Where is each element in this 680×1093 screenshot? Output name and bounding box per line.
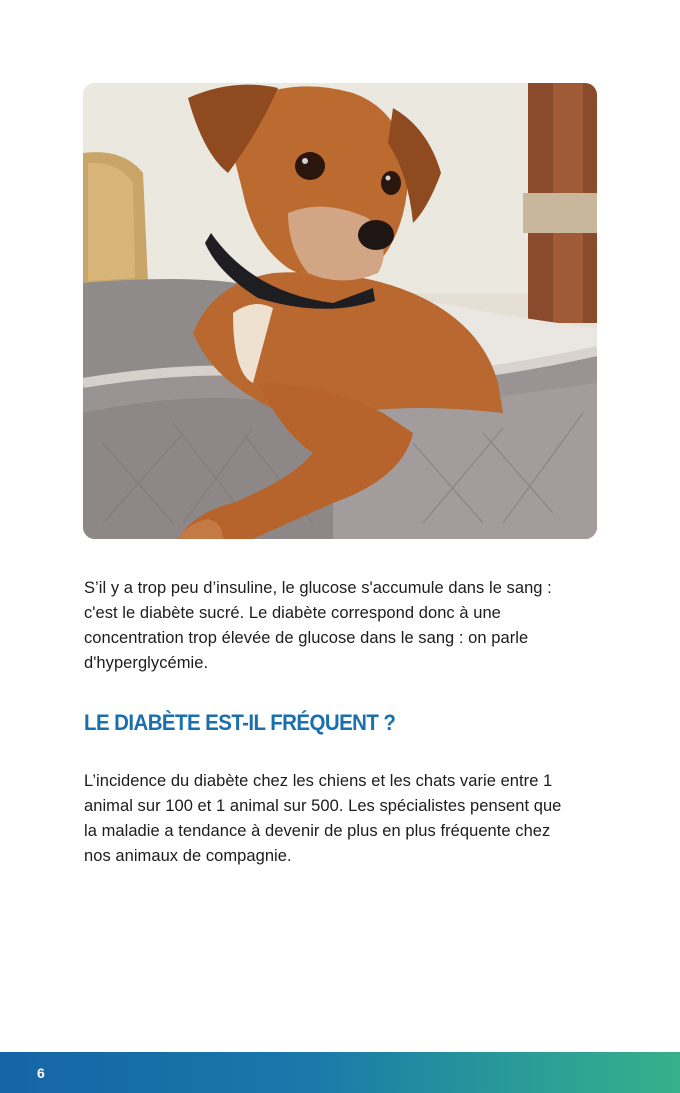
page-number: 6 [37, 1065, 45, 1081]
page-footer-bar [0, 1052, 680, 1093]
intro-paragraph: S’il y a trop peu d’insuline, le glucose s'accumule dans le sang : c'est le diabète sucré. Le diabète correspond donc à une concentration trop élevée de glucose dans le sang : on parle d'hyperglycémie. [84, 579, 552, 672]
section-heading: LE DIABÈTE EST-IL FRÉQUENT ? [84, 710, 396, 735]
incidence-paragraph: L’incidence du diabète chez les chiens et les chats varie entre 1 animal sur 100 et 1 animal sur 500. Les spécialistes pensent que la maladie a tendance à devenir de plus en plus fréquente chez nos animaux de compagnie. [84, 772, 562, 865]
dog-photo [83, 83, 597, 539]
